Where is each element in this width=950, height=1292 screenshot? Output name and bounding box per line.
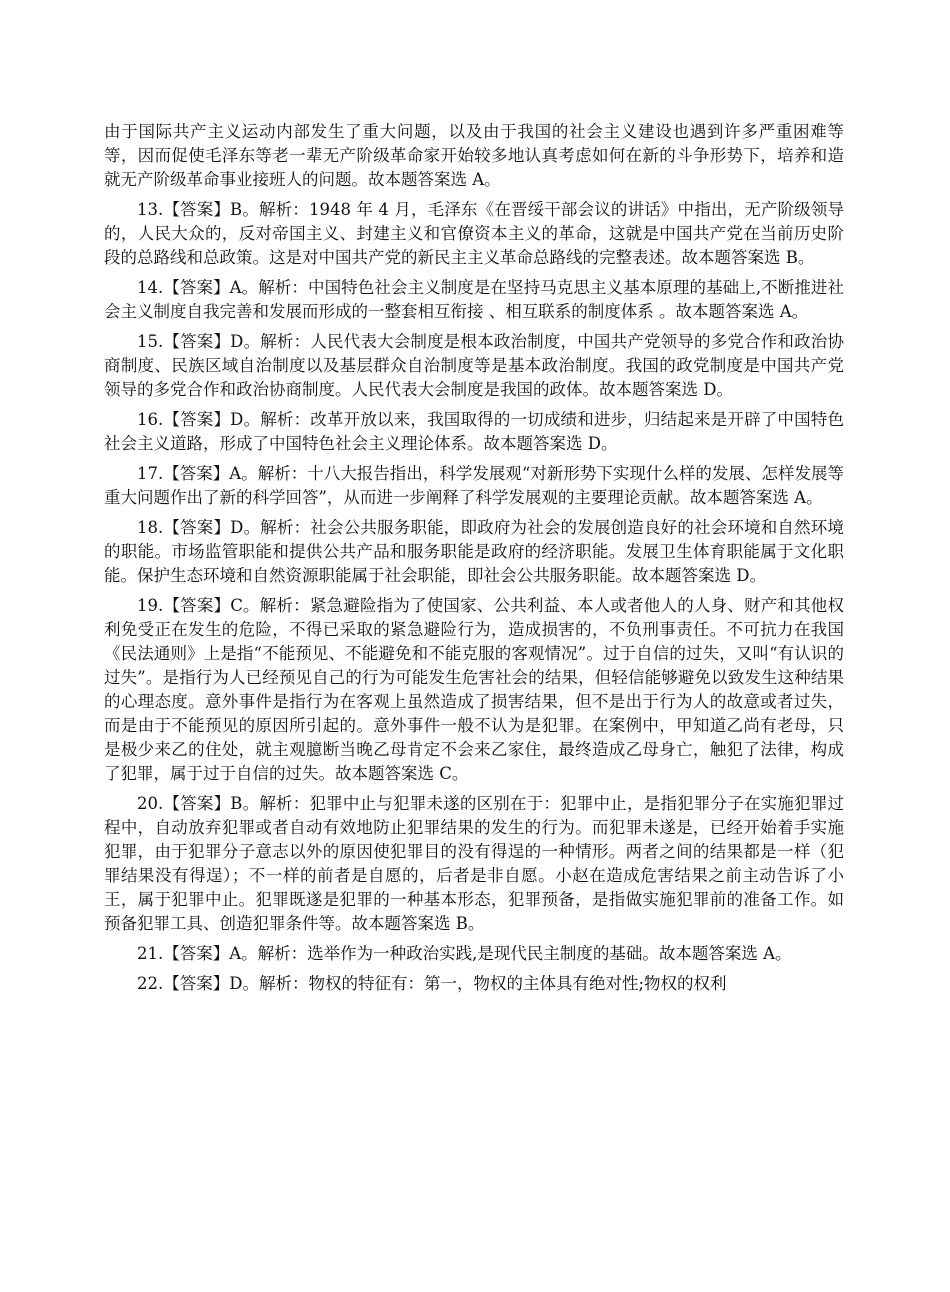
answer-14: 14.【答案】A。解析：中国特色社会主义制度是在坚持马克思主义基本原理的基础上,不断推进社会主义制度自我完善和发展而形成的一整套相互衔接 、相互联系的制度体系 。故本题答案选 A。 — [104, 278, 844, 321]
paragraph-continuation: 由于国际共产主义运动内部发生了重大问题，以及由于我国的社会主义建设也遇到许多严重困难等等，因而促使毛泽东等老一辈无产阶级革命家开始较多地认真考虑如何在新的斗争形势下，培养和造就无产阶级革命事业接班人的问题。故本题答案选 A。 — [104, 122, 844, 189]
answer-21: 21.【答案】A。解析：选举作为一种政治实践,是现代民主制度的基础。故本题答案选 A。 — [137, 944, 792, 963]
answer-22: 22.【答案】D。解析：物权的特征有：第一，物权的主体具有绝对性;物权的权利 — [137, 974, 727, 993]
answer-15: 15.【答案】D。解析：人民代表大会制度是根本政治制度，中国共产党领导的多党合作和政治协商制度、民族区域自治制度以及基层群众自治制度等是基本政治制度。我国的政党制度是中国共产党领导的多党合作和政治协商制度。人民代表大会制度是我国的政体。故本题答案选 D。 — [104, 332, 844, 399]
answer-17: 17.【答案】A。解析：十八大报告指出，科学发展观“对新形势下实现什么样的发展、怎样发展等重大问题作出了新的科学回答”，从而进一步阐释了科学发展观的主要理论贡献。故本题答案选 A。 — [104, 464, 844, 507]
answer-13: 13.【答案】B。解析：1948 年 4 月，毛泽东《在晋绥干部会议的讲话》中指出，无产阶级领导的，人民大众的，反对帝国主义、封建主义和官僚资本主义的革命，这就是中国共产党在当前历史阶段的总路线和总政策。这是对中国共产党的新民主主义革命总路线的完整表述。故本题答案选 B。 — [104, 200, 844, 267]
answer-20: 20.【答案】B。解析：犯罪中止与犯罪未遂的区别在于：犯罪中止，是指犯罪分子在实施犯罪过程中，自动放弃犯罪或者自动有效地防止犯罪结果的发生的行为。而犯罪未遂是，已经开始着手实施犯罪，由于犯罪分子意志以外的原因使犯罪目的没有得逞的一种情形。两者之间的结果都是一样（犯罪结果没有得逞）；不一样的前者是自愿的，后者是非自愿。小赵在造成危害结果之前主动告诉了小王，属于犯罪中止。犯罪既遂是犯罪的一种基本形态，犯罪预备，是指做实施犯罪前的准备工作。如预备犯罪工具、创造犯罪条件等。故本题答案选 B。 — [104, 794, 844, 933]
answer-16: 16.【答案】D。解析：改革开放以来，我国取得的一切成绩和进步，归结起来是开辟了中国特色社会主义道路，形成了中国特色社会主义理论体系。故本题答案选 D。 — [104, 410, 844, 453]
answer-18: 18.【答案】D。解析：社会公共服务职能，即政府为社会的发展创造良好的社会环境和自然环境的职能。市场监管职能和提供公共产品和服务职能是政府的经济职能。发展卫生体育职能属于文化职能。保护生态环境和自然资源职能属于社会职能，即社会公共服务职能。故本题答案选 D。 — [104, 518, 844, 585]
document-page — [104, 120, 844, 1002]
answer-19: 19.【答案】C。解析：紧急避险指为了使国家、公共利益、本人或者他人的人身、财产和其他权利免受正在发生的危险，不得已采取的紧急避险行为，造成损害的，不负刑事责任。不可抗力在我国《民法通则》上是指“不能预见、不能避免和不能克服的客观情况”。过于自信的过失，又叫“有认识的过失”。是指行为人已经预见自己的行为可能发生危害社会的结果，但轻信能够避免以致发生这种结果的心理态度。意外事件是指行为在客观上虽然造成了损害结果，但不是出于行为人的故意或者过失，而是由于不能预见的原因所引起的。意外事件一般不认为是犯罪。在案例中，甲知道乙尚有老母，只是极少来乙的住处，就主观臆断当晚乙母肯定不会来乙家住，最终造成乙母身亡，触犯了法律，构成了犯罪，属于过于自信的过失。故本题答案选 C。 — [104, 596, 844, 783]
